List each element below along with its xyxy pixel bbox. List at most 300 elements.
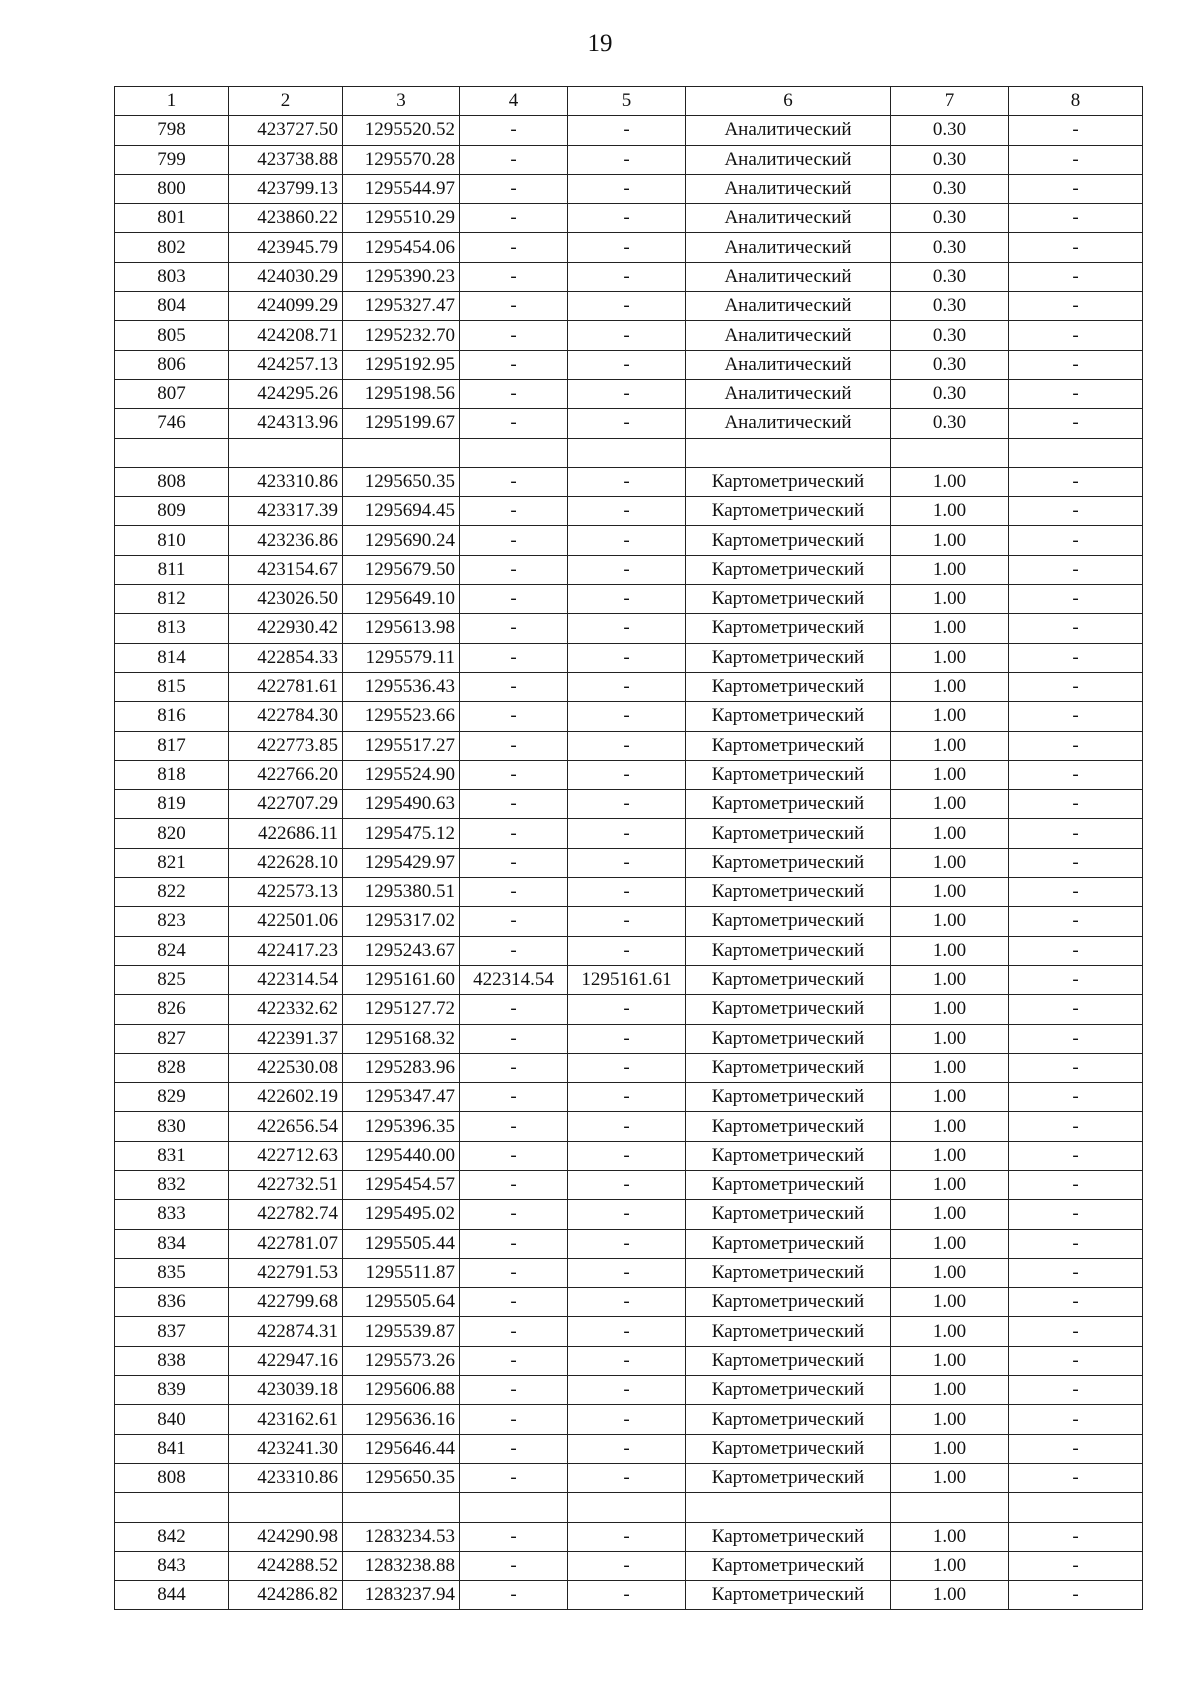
table-cell: 1295490.63 (343, 790, 460, 819)
table-cell: 422573.13 (229, 878, 343, 907)
table-cell: Картометрический (686, 1346, 891, 1375)
table-cell: Аналитический (686, 116, 891, 145)
table-cell: - (460, 907, 568, 936)
table-cell: 818 (115, 760, 229, 789)
table-cell: - (460, 467, 568, 496)
table-cell: 1283237.94 (343, 1581, 460, 1610)
table-cell: - (1009, 878, 1143, 907)
table-cell: 422732.51 (229, 1170, 343, 1199)
table-row (115, 1258, 1143, 1287)
table-cell: - (1009, 995, 1143, 1024)
table-cell: 826 (115, 995, 229, 1024)
table-cell: - (1009, 379, 1143, 408)
table-cell: 843 (115, 1551, 229, 1580)
table-cell (568, 438, 686, 467)
table-cell: 1295511.87 (343, 1258, 460, 1287)
table-cell: - (1009, 292, 1143, 321)
table-cell: - (460, 497, 568, 526)
table-cell: - (1009, 204, 1143, 233)
table-row (115, 526, 1143, 555)
table-cell: 1295347.47 (343, 1083, 460, 1112)
table-cell: 830 (115, 1112, 229, 1141)
table-cell: 1.00 (891, 467, 1009, 496)
table-cell: 1.00 (891, 1434, 1009, 1463)
table-cell: 1295168.32 (343, 1024, 460, 1053)
table-cell: 422530.08 (229, 1053, 343, 1082)
table-cell (229, 438, 343, 467)
table-row (115, 760, 1143, 789)
coordinates-table (114, 86, 1143, 1610)
table-cell: - (568, 731, 686, 760)
table-cell: 422314.54 (460, 965, 568, 994)
table-cell: 820 (115, 819, 229, 848)
table-cell: 1295524.90 (343, 760, 460, 789)
table-cell: - (568, 1376, 686, 1405)
table-cell: - (460, 731, 568, 760)
table-cell: - (568, 1581, 686, 1610)
table-cell: 423799.13 (229, 174, 343, 203)
table-cell: - (568, 1200, 686, 1229)
table-row (115, 1317, 1143, 1346)
table-cell: 1.00 (891, 1376, 1009, 1405)
table-cell: 1295517.27 (343, 731, 460, 760)
table-cell: - (1009, 614, 1143, 643)
table-cell: - (460, 233, 568, 262)
table-cell: - (568, 145, 686, 174)
table-cell: - (1009, 848, 1143, 877)
table-cell: 800 (115, 174, 229, 203)
table-cell: Картометрический (686, 1288, 891, 1317)
table-cell: Аналитический (686, 379, 891, 408)
header-cell: 7 (891, 87, 1009, 116)
table-cell: 0.30 (891, 145, 1009, 174)
table-cell: Картометрический (686, 467, 891, 496)
table-cell: 799 (115, 145, 229, 174)
table-cell: - (1009, 731, 1143, 760)
table-cell: - (1009, 409, 1143, 438)
table-cell: 1.00 (891, 1170, 1009, 1199)
table-cell: - (460, 321, 568, 350)
table-cell: 1.00 (891, 555, 1009, 584)
table-cell: 841 (115, 1434, 229, 1463)
table-cell: 0.30 (891, 116, 1009, 145)
table-cell: 423154.67 (229, 555, 343, 584)
table-cell: - (568, 1229, 686, 1258)
table-cell: 424295.26 (229, 379, 343, 408)
table-cell: - (1009, 1200, 1143, 1229)
table-cell: 423860.22 (229, 204, 343, 233)
table-cell: Картометрический (686, 848, 891, 877)
table-cell: - (568, 1112, 686, 1141)
table-cell: - (1009, 1376, 1143, 1405)
table-cell: 423236.86 (229, 526, 343, 555)
table-cell: - (1009, 1170, 1143, 1199)
table-cell: - (1009, 497, 1143, 526)
table-cell: - (1009, 1112, 1143, 1141)
table-cell: 1295454.06 (343, 233, 460, 262)
table-cell: Картометрический (686, 819, 891, 848)
table-cell: 1.00 (891, 731, 1009, 760)
table-cell: - (1009, 672, 1143, 701)
table-cell: Картометрический (686, 614, 891, 643)
table-row (115, 1083, 1143, 1112)
table-cell: 746 (115, 409, 229, 438)
table-cell: 1.00 (891, 965, 1009, 994)
table-cell: Аналитический (686, 233, 891, 262)
table-cell: 1295317.02 (343, 907, 460, 936)
table-cell: 1.00 (891, 643, 1009, 672)
table-cell: - (1009, 467, 1143, 496)
table-cell: - (1009, 1024, 1143, 1053)
table-row (115, 1376, 1143, 1405)
table-cell: 824 (115, 936, 229, 965)
table-cell: 424030.29 (229, 262, 343, 291)
table-cell: 831 (115, 1141, 229, 1170)
table-cell: 814 (115, 643, 229, 672)
table-cell: - (568, 321, 686, 350)
table-cell: Картометрический (686, 1405, 891, 1434)
table-row (115, 1170, 1143, 1199)
table-cell: 422784.30 (229, 702, 343, 731)
table-cell: 1295161.60 (343, 965, 460, 994)
table-cell: 423727.50 (229, 116, 343, 145)
table-cell: 798 (115, 116, 229, 145)
table-cell (686, 438, 891, 467)
table-cell: 0.30 (891, 262, 1009, 291)
table-row (115, 262, 1143, 291)
table-cell: 1295454.57 (343, 1170, 460, 1199)
table-cell: 1295539.87 (343, 1317, 460, 1346)
table-cell: 1.00 (891, 790, 1009, 819)
table-cell: 1295380.51 (343, 878, 460, 907)
table-row (115, 555, 1143, 584)
table-cell: 829 (115, 1083, 229, 1112)
table-cell: 1.00 (891, 1551, 1009, 1580)
table-cell: 0.30 (891, 409, 1009, 438)
table-cell: - (460, 936, 568, 965)
table-cell: - (460, 1024, 568, 1053)
table-cell: Картометрический (686, 1463, 891, 1492)
table-cell: - (460, 1141, 568, 1170)
table-row (115, 145, 1143, 174)
table-cell: - (460, 262, 568, 291)
table-cell: 422874.31 (229, 1317, 343, 1346)
table-row (115, 1288, 1143, 1317)
table-cell: 1295199.67 (343, 409, 460, 438)
table-cell: - (568, 1463, 686, 1492)
table-cell: - (568, 497, 686, 526)
table-cell: - (568, 262, 686, 291)
table-cell: 422854.33 (229, 643, 343, 672)
table-cell: 825 (115, 965, 229, 994)
table-row (115, 1229, 1143, 1258)
table-cell: - (1009, 790, 1143, 819)
table-cell: - (460, 878, 568, 907)
table-cell: 1295690.24 (343, 526, 460, 555)
table-cell: - (1009, 1083, 1143, 1112)
table-cell: - (1009, 1317, 1143, 1346)
table-cell: - (1009, 965, 1143, 994)
table-cell: 422391.37 (229, 1024, 343, 1053)
table-cell: - (1009, 819, 1143, 848)
table-cell: Картометрический (686, 643, 891, 672)
table-cell: 807 (115, 379, 229, 408)
header-cell: 2 (229, 87, 343, 116)
table-cell: 424288.52 (229, 1551, 343, 1580)
table-cell: 424257.13 (229, 350, 343, 379)
table-cell (568, 1493, 686, 1522)
table-cell: 840 (115, 1405, 229, 1434)
table-separator-row (115, 1493, 1143, 1522)
table-cell: - (1009, 321, 1143, 350)
table-cell: 1295440.00 (343, 1141, 460, 1170)
table-cell: 806 (115, 350, 229, 379)
table-cell: - (568, 672, 686, 701)
table-cell: 422332.62 (229, 995, 343, 1024)
table-cell: 832 (115, 1170, 229, 1199)
table-cell: Аналитический (686, 145, 891, 174)
table-cell: - (568, 467, 686, 496)
table-cell: - (568, 1522, 686, 1551)
table-cell: 1295650.35 (343, 1463, 460, 1492)
table-cell: - (460, 848, 568, 877)
table-cell: - (1009, 1141, 1143, 1170)
table-cell: - (460, 1112, 568, 1141)
table-cell: 1.00 (891, 878, 1009, 907)
table-cell: - (460, 145, 568, 174)
table-cell: - (460, 174, 568, 203)
table-cell (891, 438, 1009, 467)
table-cell: Картометрический (686, 1024, 891, 1053)
table-cell: 827 (115, 1024, 229, 1053)
table-row (115, 878, 1143, 907)
table-cell: 813 (115, 614, 229, 643)
table-cell: 1.00 (891, 907, 1009, 936)
table-cell: - (460, 1522, 568, 1551)
table-cell: - (1009, 702, 1143, 731)
table-cell: Картометрический (686, 1053, 891, 1082)
table-cell: - (460, 1200, 568, 1229)
table-cell: - (460, 409, 568, 438)
table-cell: - (568, 702, 686, 731)
table-cell: Картометрический (686, 555, 891, 584)
table-cell: Картометрический (686, 760, 891, 789)
table-cell (686, 1493, 891, 1522)
table-cell: 833 (115, 1200, 229, 1229)
table-cell: - (568, 819, 686, 848)
table-cell: - (568, 116, 686, 145)
table-cell: - (1009, 585, 1143, 614)
table-cell: Картометрический (686, 1434, 891, 1463)
table-cell: - (1009, 1288, 1143, 1317)
table-cell: Аналитический (686, 321, 891, 350)
table-cell: 828 (115, 1053, 229, 1082)
table-cell: - (568, 1170, 686, 1199)
table-row (115, 672, 1143, 701)
table-cell: - (460, 1053, 568, 1082)
table-cell: - (460, 204, 568, 233)
table-cell: - (1009, 1551, 1143, 1580)
table-cell: - (568, 526, 686, 555)
table-cell: Картометрический (686, 1376, 891, 1405)
table-cell: 1295636.16 (343, 1405, 460, 1434)
table-cell: - (460, 526, 568, 555)
table-cell: Картометрический (686, 1141, 891, 1170)
table-row (115, 995, 1143, 1024)
table-cell: - (568, 790, 686, 819)
table-cell: 423039.18 (229, 1376, 343, 1405)
table-cell: - (1009, 760, 1143, 789)
table-cell: - (568, 848, 686, 877)
table-cell: 1295198.56 (343, 379, 460, 408)
table-cell: - (1009, 116, 1143, 145)
table-cell: - (568, 995, 686, 1024)
table-cell: - (568, 643, 686, 672)
table-cell: 1.00 (891, 1288, 1009, 1317)
table-cell: 1295429.97 (343, 848, 460, 877)
table-cell: - (568, 292, 686, 321)
table-cell: 422930.42 (229, 614, 343, 643)
table-cell: 1.00 (891, 760, 1009, 789)
table-cell: - (568, 409, 686, 438)
table-cell: - (460, 995, 568, 1024)
table-cell: 1295327.47 (343, 292, 460, 321)
table-cell: 422947.16 (229, 1346, 343, 1375)
table-cell: 422791.53 (229, 1258, 343, 1287)
table-cell: - (460, 1463, 568, 1492)
table-row (115, 1053, 1143, 1082)
table-cell: 1295536.43 (343, 672, 460, 701)
table-row (115, 1346, 1143, 1375)
table-cell: 1.00 (891, 995, 1009, 1024)
table-cell: - (1009, 526, 1143, 555)
table-row (115, 585, 1143, 614)
table-row (115, 731, 1143, 760)
table-row (115, 497, 1143, 526)
header-cell: 6 (686, 87, 891, 116)
table-cell: 1295495.02 (343, 1200, 460, 1229)
table-cell: 1.00 (891, 1317, 1009, 1346)
table-cell (229, 1493, 343, 1522)
table-cell: 1295161.61 (568, 965, 686, 994)
table-cell: - (568, 350, 686, 379)
table-cell: 819 (115, 790, 229, 819)
table-row (115, 965, 1143, 994)
table-cell: - (460, 1229, 568, 1258)
table-cell: - (460, 1288, 568, 1317)
table-row (115, 848, 1143, 877)
table-cell: - (460, 379, 568, 408)
table-cell: 422712.63 (229, 1141, 343, 1170)
table-cell: 802 (115, 233, 229, 262)
table-cell (115, 1493, 229, 1522)
table-cell: - (568, 555, 686, 584)
table-cell: 1.00 (891, 1141, 1009, 1170)
table-cell (1009, 438, 1143, 467)
table-cell: 809 (115, 497, 229, 526)
table-cell: Аналитический (686, 409, 891, 438)
table-cell: 842 (115, 1522, 229, 1551)
table-cell: 839 (115, 1376, 229, 1405)
table-cell: - (460, 1258, 568, 1287)
table-cell: Аналитический (686, 292, 891, 321)
table-cell: 1295544.97 (343, 174, 460, 203)
table-cell: Картометрический (686, 497, 891, 526)
table-cell: 1295613.98 (343, 614, 460, 643)
table-cell: 804 (115, 292, 229, 321)
table-cell: Картометрический (686, 1551, 891, 1580)
table-cell: 1.00 (891, 1405, 1009, 1434)
table-cell: 1.00 (891, 497, 1009, 526)
table-cell: - (1009, 1405, 1143, 1434)
table-cell: Картометрический (686, 1229, 891, 1258)
table-cell: - (460, 1346, 568, 1375)
table-cell: 422781.07 (229, 1229, 343, 1258)
table-row (115, 1551, 1143, 1580)
page-number: 19 (587, 30, 613, 57)
table-row (115, 936, 1143, 965)
header-cell: 5 (568, 87, 686, 116)
table-cell: Аналитический (686, 174, 891, 203)
table-cell: - (1009, 1463, 1143, 1492)
table-cell: 803 (115, 262, 229, 291)
table-cell: 835 (115, 1258, 229, 1287)
table-row (115, 643, 1143, 672)
table-row (115, 467, 1143, 496)
table-cell: 1.00 (891, 936, 1009, 965)
table-cell: 422773.85 (229, 731, 343, 760)
table-separator-row (115, 438, 1143, 467)
table-cell (343, 438, 460, 467)
table-cell: - (1009, 555, 1143, 584)
table-cell: 1.00 (891, 526, 1009, 555)
table-row (115, 321, 1143, 350)
table-row (115, 907, 1143, 936)
table-cell: - (568, 760, 686, 789)
table-cell: 1295579.11 (343, 643, 460, 672)
table-cell: Картометрический (686, 790, 891, 819)
table-cell: 1283234.53 (343, 1522, 460, 1551)
table-row (115, 1522, 1143, 1551)
table-cell: 1295505.64 (343, 1288, 460, 1317)
table-cell: 1.00 (891, 1024, 1009, 1053)
table-cell: Картометрический (686, 1581, 891, 1610)
table-cell: - (460, 555, 568, 584)
table-cell: - (1009, 145, 1143, 174)
table-cell: 422766.20 (229, 760, 343, 789)
table-cell: - (460, 585, 568, 614)
table-cell: 422707.29 (229, 790, 343, 819)
table-cell: - (568, 174, 686, 203)
table-cell: - (460, 1405, 568, 1434)
table-cell: 1.00 (891, 1346, 1009, 1375)
table-row (115, 379, 1143, 408)
table-cell: 801 (115, 204, 229, 233)
table-cell: - (1009, 936, 1143, 965)
table-cell: 1.00 (891, 1581, 1009, 1610)
table-cell: 423310.86 (229, 1463, 343, 1492)
table-cell: 0.30 (891, 174, 1009, 203)
table-cell (343, 1493, 460, 1522)
table-cell: Картометрический (686, 1170, 891, 1199)
table-cell: Аналитический (686, 204, 891, 233)
table-cell: 1295505.44 (343, 1229, 460, 1258)
table-cell: 808 (115, 467, 229, 496)
table-cell: - (1009, 1346, 1143, 1375)
table-cell: 1295649.10 (343, 585, 460, 614)
table-cell (115, 438, 229, 467)
table-cell: 422799.68 (229, 1288, 343, 1317)
